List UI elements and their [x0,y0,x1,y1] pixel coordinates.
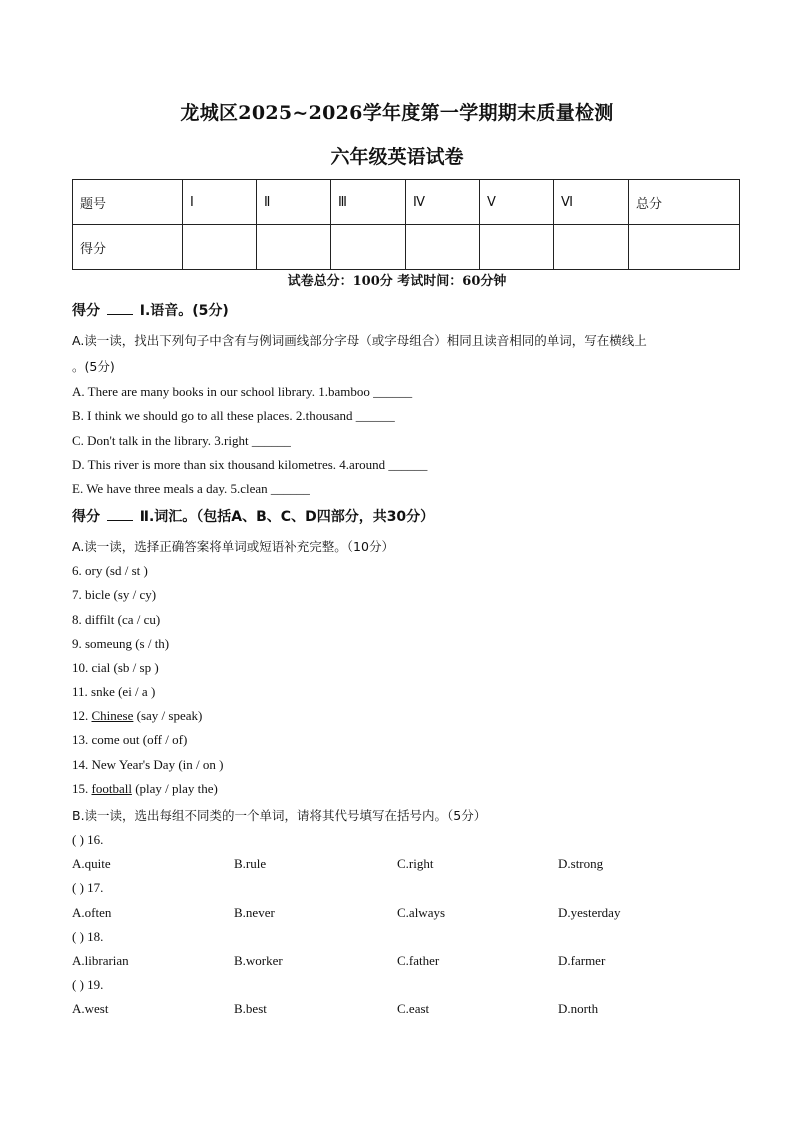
vocab-item: 14. New Year's Day (in / on ) [72,757,224,772]
vocab-item: 13. come out (off / of) [72,732,188,747]
option-b: B.best [234,1001,267,1016]
item-number: 12. [72,708,92,723]
score-cell[interactable] [183,225,257,270]
option-c: C.east [397,1001,430,1016]
underlined-word: football [91,781,132,796]
score-row-label: 得分 [73,225,183,270]
phonics-item: E. We have three meals a day. 5.clean ______ [72,481,310,496]
item-options: (say / speak) [133,708,203,723]
option-d: D.strong [558,856,604,871]
option-a: A.quite [72,856,111,871]
option-b: B.worker [234,953,283,968]
vocab-item: 10. cial (sb / sp ) [72,660,159,675]
vocab-item [72,781,218,797]
partA-instruction: A.读一读，选择正确答案将单词或短语补充完整。（10分） [72,539,394,554]
score-table-header-cell: Ⅴ [480,180,554,225]
item-number: 15. [72,781,92,796]
option-d: D.yesterday [558,905,621,920]
section1-instruction-line2: 。(5分) [72,359,115,374]
option-c: C.father [397,953,440,968]
score-table-header-cell: Ⅱ [257,180,331,225]
score-label: 得分 [72,303,100,319]
item-options: (play / play the) [131,781,218,796]
score-cell[interactable] [480,225,554,270]
option-a: A.west [72,1001,109,1016]
question-number[interactable]: ( ) 16. [72,832,104,847]
vocab-item: 7. bicle (sy / cy) [72,587,157,602]
score-cell[interactable] [554,225,629,270]
score-table-header-cell: 总分 [629,180,740,225]
score-table-score-row [73,225,740,270]
vocab-item: 11. snke (ei / a ) [72,684,156,699]
score-blank[interactable] [107,302,133,315]
score-table-header-row [73,180,740,225]
partB-instruction: B.读一读，选出每组不同类的一个单词，请将其代号填写在括号内。（5分） [72,808,487,823]
score-blank[interactable] [107,508,133,521]
question-number[interactable]: ( ) 19. [72,977,104,992]
exam-subtitle: 六年级英语试卷 [330,146,464,168]
score-label: 得分 [72,509,100,525]
score-table-header-cell: 题号 [73,180,183,225]
section-title: Ⅰ.语音。(5分) [139,303,229,319]
question-number[interactable]: ( ) 17. [72,880,104,895]
section2-heading [72,506,434,526]
option-b: B.rule [234,856,267,871]
vocab-item [72,708,202,724]
option-d: D.north [558,1001,599,1016]
option-c: C.right [397,856,434,871]
vocab-item: 8. diffilt (ca / cu) [72,612,161,627]
score-table [72,179,740,270]
option-c: C.always [397,905,446,920]
score-table-header-cell: Ⅰ [183,180,257,225]
section-title: Ⅱ.词汇。（包括A、B、C、D四部分，共30分） [139,509,435,525]
section1-heading [72,300,229,320]
score-cell[interactable] [331,225,406,270]
option-a: A.often [72,905,112,920]
phonics-item: D. This river is more than six thousand kilometres. 4.around ______ [72,457,428,472]
phonics-item: A. There are many books in our school library. 1.bamboo ______ [72,384,413,399]
score-cell[interactable] [406,225,480,270]
vocab-item: 9. someung (s / th) [72,636,170,651]
option-d: D.farmer [558,953,606,968]
vocab-item: 6. ory (sd / st ) [72,563,148,578]
score-table-header-cell: Ⅳ [406,180,480,225]
phonics-item: C. Don't talk in the library. 3.right ______ [72,433,291,448]
option-a: A.librarian [72,953,129,968]
score-cell[interactable] [257,225,331,270]
score-cell[interactable] [629,225,740,270]
phonics-item: B. I think we should go to all these places. 2.thousand ______ [72,408,395,423]
exam-title: 龙城区2025~2026学年度第一学期期末质量检测 [180,102,614,124]
underlined-word: Chinese [91,708,134,723]
score-table-header-cell: Ⅵ [554,180,629,225]
exam-info: 试卷总分：100分 考试时间：60分钟 [287,274,507,289]
question-number[interactable]: ( ) 18. [72,929,104,944]
section1-instruction-line1: A.读一读，找出下列句子中含有与例词画线部分字母（或字母组合）相同且读音相同的单词，写在横线上 [72,333,647,348]
score-table-header-cell: Ⅲ [331,180,406,225]
option-b: B.never [234,905,275,920]
